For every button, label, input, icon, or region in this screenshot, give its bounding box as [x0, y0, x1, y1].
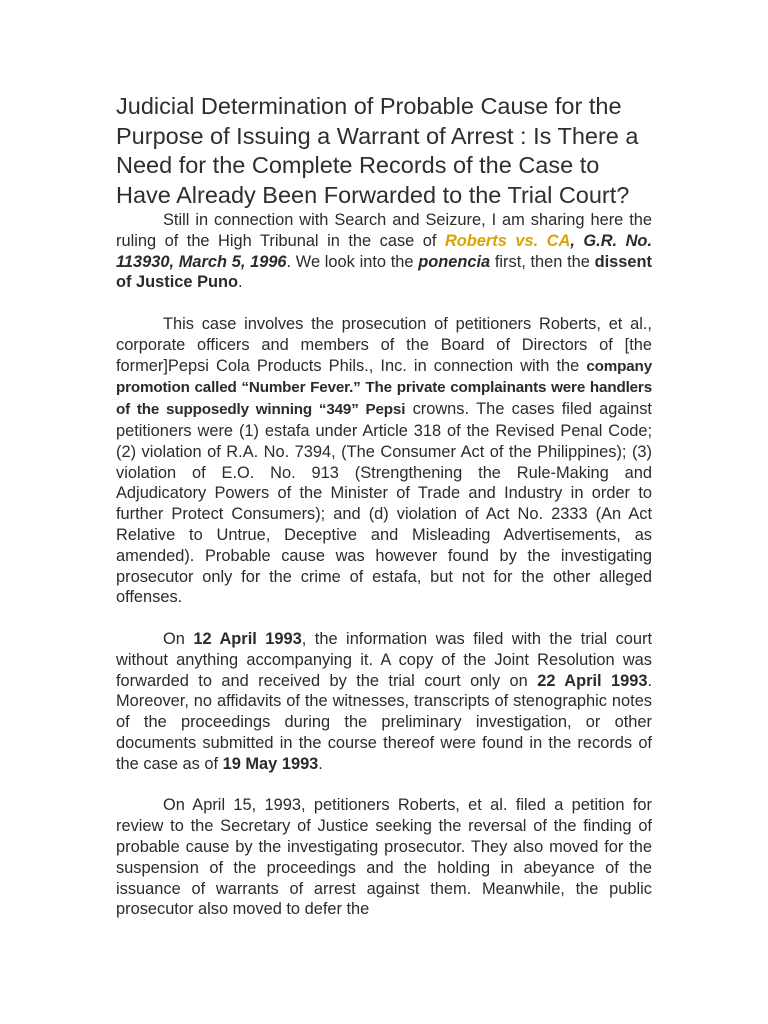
date-records: 19 May 1993: [222, 754, 319, 773]
facts-text-2: crowns. The cases filed against petitioners were (1) estafa under Article 318 of the Revised Penal Code; (2) violation of R.A. No. 7394, (The Consumer Act of the Philippines); (3) violation of E.O. No. 913 (Strengthening the Rule-Making and Adjudicatory Powers of the Minister of Trade and Industry in order to further Protect Consumers); and (d) violation of Act No. 2333 (An Act Relative to Untrue, Deceptive and Misleading Advertisements, as amended). Probable cause was however found by the investigating prosecutor only for the crime of estafa, but not for the other alleged offenses.: [116, 400, 652, 607]
intro-text-1: Still in connection with Search and Seizure, I am sharing here the ruling of the High Tribunal in the case of: [116, 211, 652, 250]
article-title: Judicial Determination of Probable Cause for the Purpose of Issuing a Warrant of Arrest : Is There a Need for the Complete Records of the Case to Have Already Been Forwarded to the Trial Court?: [116, 93, 639, 208]
ponencia-term: ponencia: [418, 252, 491, 271]
article-body: [116, 92, 652, 941]
paragraph-petition-review: [116, 795, 652, 920]
date-filed: 12 April 1993: [193, 629, 302, 648]
case-link[interactable]: Roberts vs. CA: [444, 231, 571, 250]
dates-text-2: , the information was filed with the trial court without anything accompanying it. A copy of the Joint Resolution was forwarded to and received by the trial court only on: [116, 629, 653, 690]
intro-text-4: .: [238, 273, 243, 292]
facts-text-1: This case involves the prosecution of petitioners Roberts, et al., corporate officers and members of the Board of Directors of [the former]Pepsi Cola Products Phils., Inc. in connection with the: [116, 314, 652, 375]
dissent-reference: dissent of Justice Puno: [116, 252, 652, 292]
date-received: 22 April 1993: [537, 671, 648, 690]
dates-text-3: . Moreover, no affidavits of the witnesses, transcripts of stenographic notes of the proceedings during the preliminary investigation, or other documents submitted in the course thereof were found in the records of the case as of: [116, 671, 653, 773]
petition-text: On April 15, 1993, petitioners Roberts, et al. filed a petition for review to the Secretary of Justice seeking the reversal of the finding of probable cause by the investigating prosecutor. They also moved for the suspension of the proceedings and the holding in abeyance of the issuance of warrants of arrest against them. Meanwhile, the public prosecutor also moved to defer the: [116, 796, 652, 919]
paragraph-intro: [116, 210, 652, 293]
promotion-highlight: company promotion called “Number Fever.” The private complainants were handlers of the supposedly winning “349” Pepsi: [116, 357, 652, 419]
dates-text-1: On: [163, 629, 194, 648]
intro-text-2: . We look into the: [286, 252, 419, 271]
paragraph-filing-dates: [116, 629, 652, 775]
intro-text-3: first, then the: [490, 252, 595, 271]
dates-text-4: .: [318, 754, 323, 773]
paragraph-case-facts: [116, 314, 652, 608]
case-citation: , G.R. No. 113930, March 5, 1996: [116, 231, 653, 271]
